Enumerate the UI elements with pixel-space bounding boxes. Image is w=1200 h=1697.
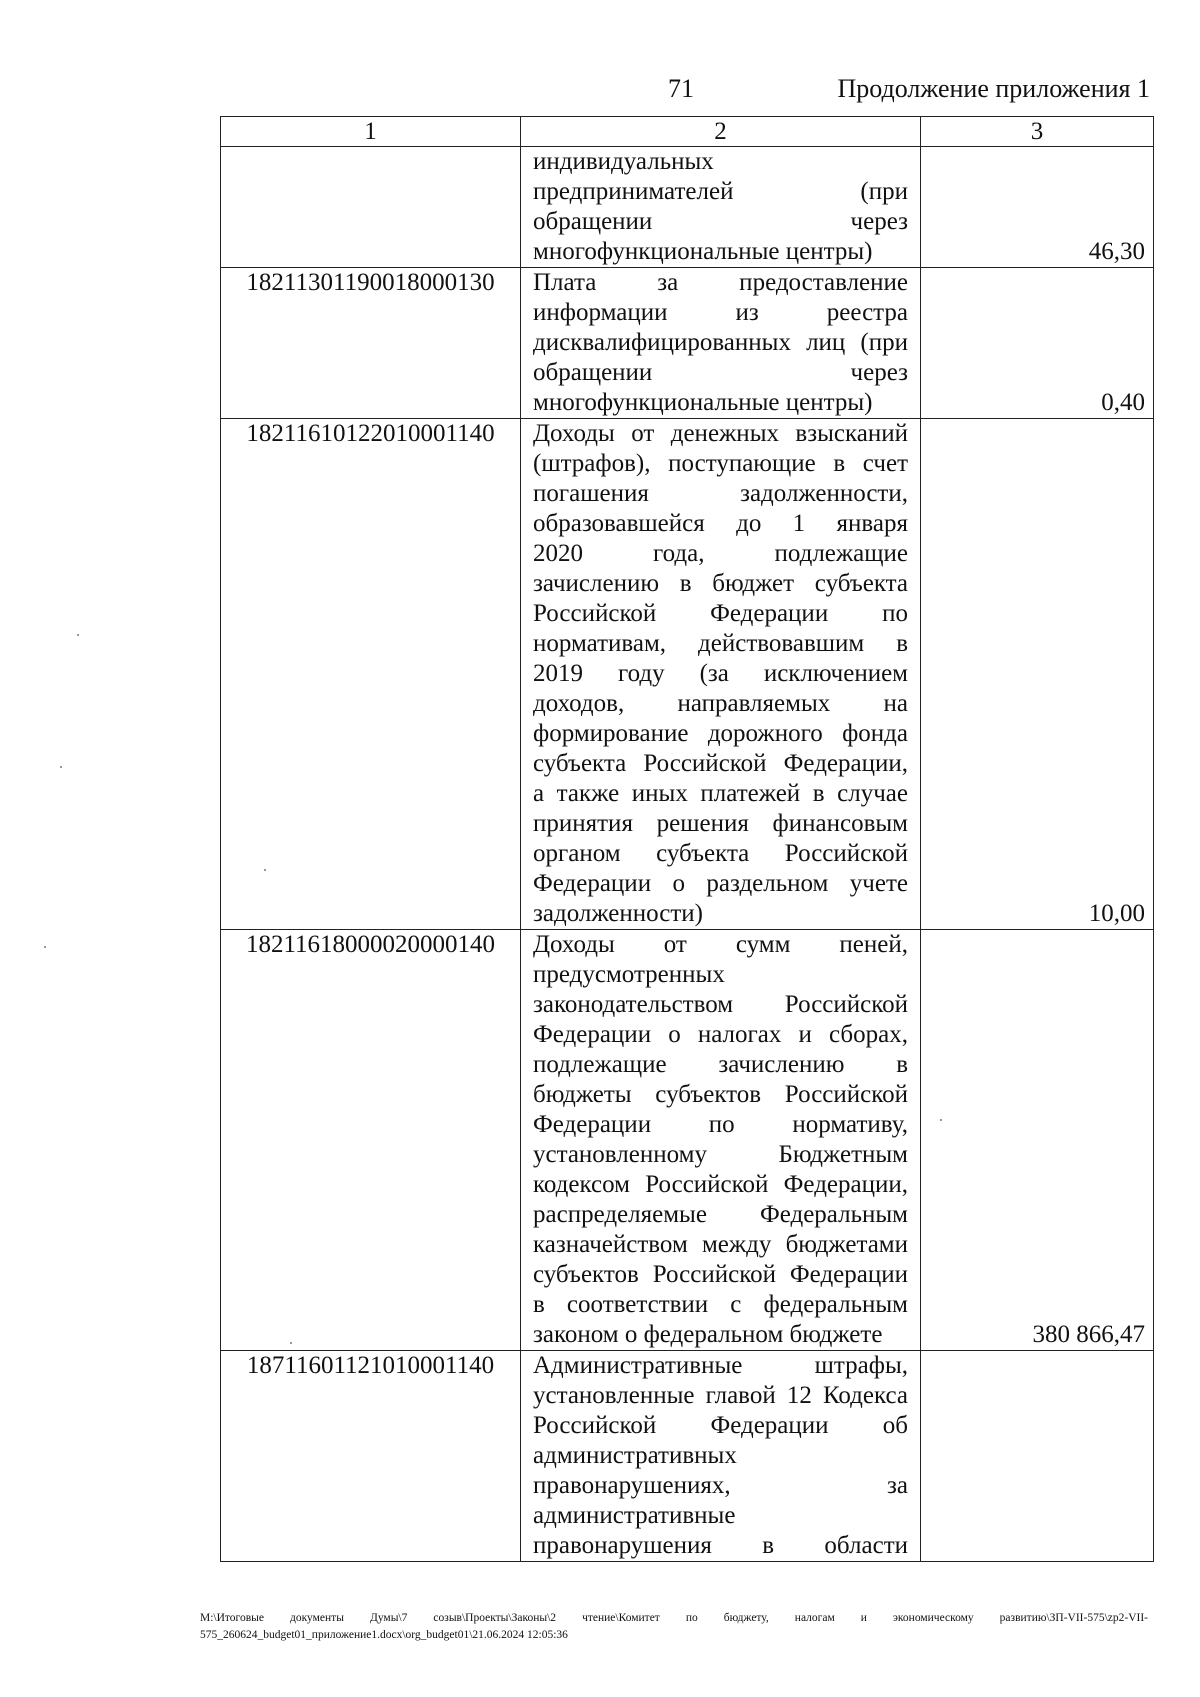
description-line: субъектов Российской Федерации: [533, 1261, 908, 1288]
row-description: [521, 419, 921, 930]
description-line: задолженности): [533, 900, 703, 927]
description-line: индивидуальных: [533, 148, 714, 175]
header-row: [221, 117, 1154, 147]
description-line: Российской Федерации об: [533, 1412, 908, 1439]
description-line: Федерации о раздельном учете: [533, 870, 908, 897]
description-line: принятия решения финансовым: [533, 810, 908, 837]
description-line: бюджеты субъектов Российской: [533, 1081, 908, 1108]
row-amount: 10,00: [921, 419, 1154, 930]
description-line: обращении через: [533, 359, 908, 386]
scan-speck: [264, 869, 266, 871]
table-row: [221, 147, 1154, 268]
description-line: (штрафов), поступающие в счет: [533, 450, 908, 477]
description-line: правонарушения в области: [533, 1532, 908, 1559]
description-line: предпринимателей (при: [533, 178, 908, 205]
table-row: [221, 1351, 1154, 1562]
description-line: а также иных платежей в случае: [533, 780, 908, 807]
column-header-2: 2: [521, 117, 921, 147]
scan-speck: [940, 1119, 942, 1121]
scan-speck: [44, 946, 46, 948]
row-code: 18211610122010001140: [221, 419, 521, 930]
row-code: 18211618000020000140: [221, 930, 521, 1351]
description-line: административные: [533, 1502, 736, 1529]
description-line: Российской Федерации по: [533, 600, 908, 627]
description-line: предусмотренных: [533, 961, 725, 988]
continuation-label: Продолжение приложения 1: [837, 74, 1150, 103]
description-line: установленному Бюджетным: [533, 1141, 908, 1168]
page-number: 71: [668, 74, 694, 103]
row-amount: [921, 1351, 1154, 1562]
column-header-3: 3: [921, 117, 1154, 147]
description-line: Федерации по нормативу,: [533, 1111, 908, 1138]
description-line: субъекта Российской Федерации,: [533, 750, 908, 777]
table-body: [221, 147, 1154, 1562]
description-line: установленные главой 12 Кодекса: [533, 1382, 908, 1409]
description-line: 2019 году (за исключением: [533, 660, 908, 687]
description-line: нормативам, действовавшим в: [533, 630, 908, 657]
description-line: обращении через: [533, 208, 908, 235]
row-description: [521, 930, 921, 1351]
row-amount: 0,40: [921, 268, 1154, 419]
description-line: административных: [533, 1442, 737, 1469]
description-line: погашения задолженности,: [533, 480, 908, 507]
description-line: законодательством Российской: [533, 991, 908, 1018]
description-line: 2020 года, подлежащие: [533, 540, 908, 567]
scan-speck: [290, 1342, 292, 1344]
description-line: зачислению в бюджет субъекта: [533, 570, 908, 597]
row-description: [521, 268, 921, 419]
description-line: подлежащие зачислению в: [533, 1051, 908, 1078]
description-line: правонарушениях, за: [533, 1472, 908, 1499]
table-row: [221, 268, 1154, 419]
description-line: образовавшейся до 1 января: [533, 510, 908, 537]
description-line: казначейством между бюджетами: [533, 1231, 908, 1258]
table-row: [221, 419, 1154, 930]
row-description: [521, 1351, 921, 1562]
description-line: многофункциональные центры): [533, 238, 873, 265]
description-line: органом субъекта Российской: [533, 840, 908, 867]
row-description: [521, 147, 921, 268]
description-line: Административные штрафы,: [533, 1352, 908, 1379]
description-line: кодексом Российской Федерации,: [533, 1171, 908, 1198]
row-amount: 46,30: [921, 147, 1154, 268]
row-code: [221, 147, 521, 268]
description-line: дисквалифицированных лиц (при: [533, 329, 908, 356]
description-line: Плата за предоставление: [533, 269, 908, 296]
description-line: формирование дорожного фонда: [533, 720, 908, 747]
row-amount: 380 866,47: [921, 930, 1154, 1351]
scan-speck: [77, 634, 79, 636]
scan-speck: [60, 766, 62, 768]
description-line: многофункциональные центры): [533, 389, 873, 416]
description-line: распределяемые Федеральным: [533, 1201, 908, 1228]
budget-table: [220, 116, 1154, 1562]
column-header-1: 1: [221, 117, 521, 147]
description-line: Доходы от денежных взысканий: [533, 420, 908, 447]
description-line: Доходы от сумм пеней,: [533, 931, 908, 958]
file-path-footer: M:\Итоговые документы Думы\7 созыв\Проекты\Законы\2 чтение\Комитет по бюджету, налогам и экономическому развитию\ЗП-VII-575\zp2-VII-575_260624_budget01_приложение1.docx\org_budget01\21.06.2024 12:05:36: [200, 1612, 1148, 1641]
description-line: законом о федеральном бюджете: [533, 1321, 883, 1348]
row-code: 18211301190018000130: [221, 268, 521, 419]
table-row: [221, 930, 1154, 1351]
row-code: 18711601121010001140: [221, 1351, 521, 1562]
description-line: Федерации о налогах и сборах,: [533, 1021, 908, 1048]
description-line: доходов, направляемых на: [533, 690, 908, 717]
description-line: в соответствии с федеральным: [533, 1291, 908, 1318]
description-line: информации из реестра: [533, 299, 908, 326]
